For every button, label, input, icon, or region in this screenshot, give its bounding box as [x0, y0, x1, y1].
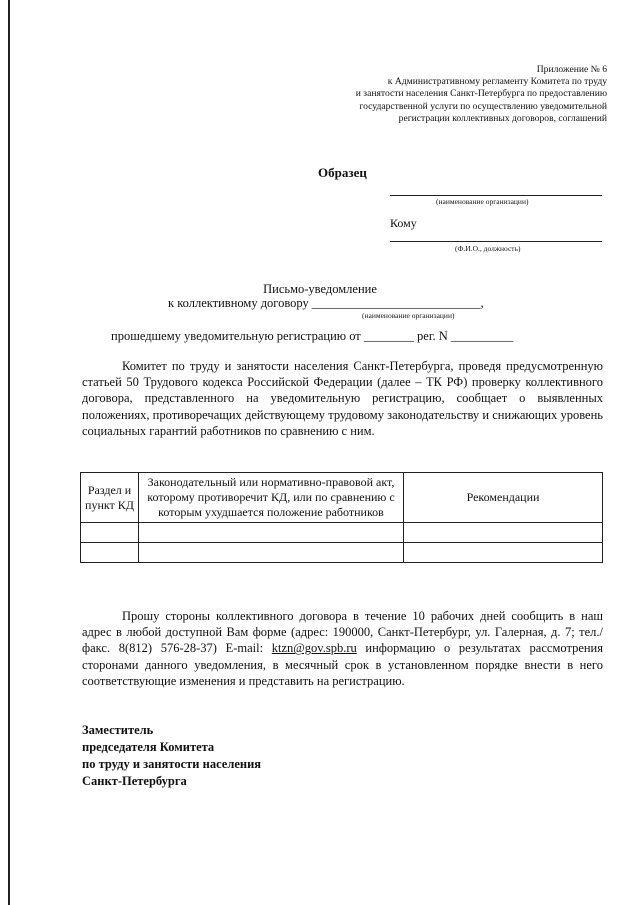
- column-header-section: Раздел и пункт КД: [81, 473, 139, 523]
- table-row: [81, 543, 603, 563]
- organization-caption: (наименование организации): [436, 197, 529, 206]
- to-label: Кому: [390, 216, 417, 230]
- table-row: [81, 523, 603, 543]
- registration-line: прошедшему уведомительную регистрацию от ________ рег. N __________: [111, 329, 514, 343]
- signature-line: Заместитель: [82, 723, 154, 737]
- request-text-continued: информацию о результатах рассмотрения сторонами данного уведомления, в месячный срок в установленном порядке внести в него соответствующие изменения и представить на регистрацию.: [82, 641, 603, 688]
- appendix-header: [247, 64, 607, 125]
- column-header-legal-act: Законодательный или нормативно-правовой акт, которому противоречит КД, или по сравнению с которым ухудшается положение работников: [139, 473, 404, 523]
- agreement-line: [168, 296, 484, 311]
- request-text: Прошу стороны коллективного договора в течение 10 рабочих дней сообщить в наш адрес в любой доступной Вам форме (адрес: 190000, Санкт-Петербург, ул. Галерная, д. 7; тел./факс. 8(812) 576-28-37) E-mail:: [82, 609, 603, 656]
- appendix-line: государственной услуги по осуществлению уведомительной: [359, 100, 607, 112]
- recipient-blank-line: [390, 241, 602, 242]
- appendix-line: к Административному регламенту Комитета по труду: [387, 76, 607, 88]
- table-cell: [139, 543, 404, 563]
- signature-line: председателя Комитета: [82, 740, 215, 754]
- signature-line: Санкт-Петербурга: [82, 774, 187, 788]
- table-header-row: [81, 473, 603, 523]
- appendix-line: и занятости населения Санкт-Петербурга по предоставлению: [355, 88, 607, 100]
- table-cell: [81, 523, 139, 543]
- table-cell: [404, 543, 603, 563]
- email-link[interactable]: ktzn@gov.spb.ru: [271, 641, 357, 656]
- agreement-text: к коллективному договору: [168, 296, 309, 310]
- intro-paragraph: Комитет по труду и занятости населения Санкт-Петербурга, проведя предусмотренную статьей 50 Трудового кодекса Российской Федерации (далее – ТК РФ) проверку коллективного договора, представленного на уведомительную регистрацию, сообщает о выявленных положениях, противоречащих действующему трудовому законодательству и снижающих уровень социальных гарантий работников по сравнению с ним.: [82, 359, 603, 438]
- signature-line: по труду и занятости населения: [82, 757, 262, 771]
- findings-table: [80, 472, 603, 563]
- agreement-blank: ___________________________,: [311, 296, 484, 310]
- table-cell: [404, 523, 603, 543]
- page-edge-line: [8, 0, 10, 905]
- letter-title: Письмо-уведомление: [263, 282, 377, 296]
- recipient-caption: (Ф.И.О., должность): [455, 244, 521, 253]
- organization-blank-line: [390, 195, 602, 196]
- appendix-line: регистрации коллективных договоров, соглашений: [398, 112, 607, 124]
- table-cell: [139, 523, 404, 543]
- appendix-line: Приложение № 6: [536, 64, 607, 75]
- sample-label: Образец: [318, 165, 367, 180]
- column-header-recommendations: Рекомендации: [404, 473, 603, 523]
- table-cell: [81, 543, 139, 563]
- agreement-caption: (наименование организации): [362, 311, 455, 320]
- request-paragraph: [82, 608, 603, 689]
- signature-block: [82, 722, 261, 790]
